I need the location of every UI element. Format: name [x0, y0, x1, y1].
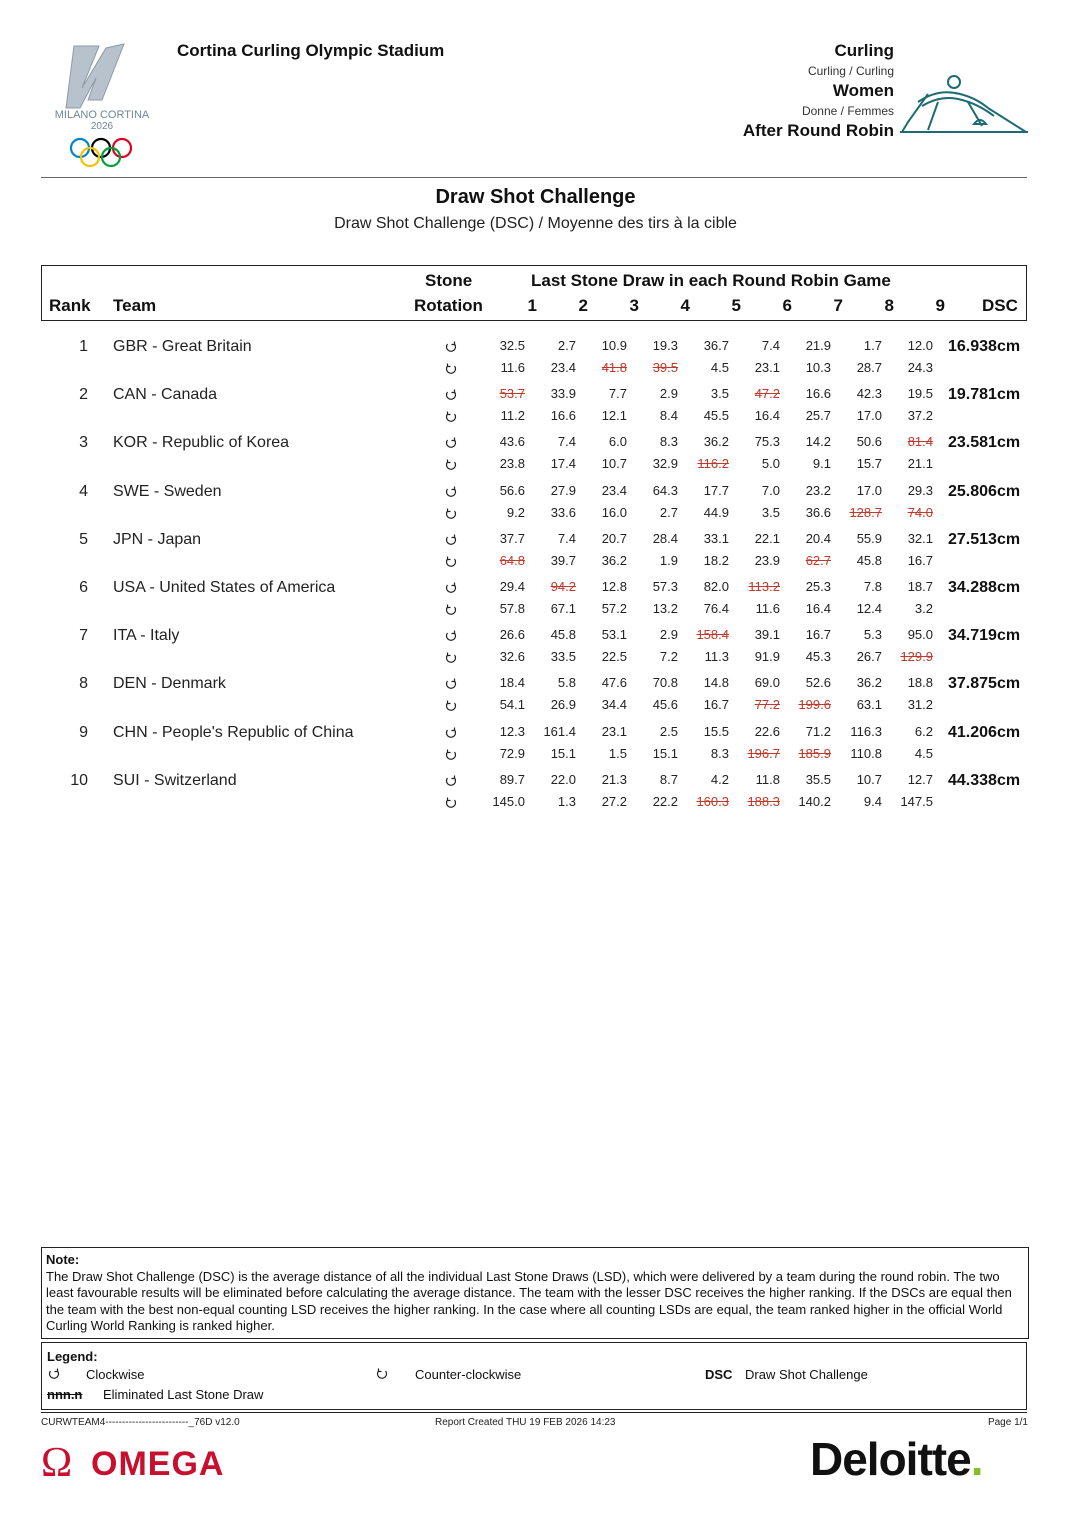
- lsd-cell-cw: 10.9: [601, 338, 627, 353]
- note-label: Note:: [46, 1252, 80, 1267]
- lsd-cell-ccw: 39.7: [550, 552, 576, 568]
- lsd-cell-cw: 2.5: [659, 723, 678, 739]
- lsd-cell-cw: 19.3: [652, 338, 678, 353]
- lsd-cell-ccw: 188.3: [747, 793, 780, 809]
- lsd-cell-cw: 35.5: [805, 771, 831, 787]
- lsd-cell-ccw: 9.2: [506, 504, 525, 520]
- dsc-cell: 25.806cm: [948, 482, 1021, 500]
- lsd-cell-ccw: 12.1: [601, 408, 627, 424]
- lsd-cell-cw: 7.4: [557, 434, 576, 450]
- legend-clockwise: Clockwise: [86, 1367, 145, 1382]
- lsd-cell-cw: 42.3: [856, 386, 882, 402]
- lsd-cell-cw: 95.0: [907, 627, 933, 643]
- lsd-cell-cw: 75.3: [754, 434, 780, 450]
- lsd-cell-cw: 2.7: [557, 338, 576, 353]
- lsd-cell-cw: 43.6: [499, 434, 525, 450]
- lsd-cell-cw: 12.7: [907, 771, 933, 787]
- lsd-cell-cw: 6.0: [608, 434, 627, 450]
- lsd-cell-ccw: 26.7: [856, 649, 882, 665]
- clockwise-icon: [444, 436, 458, 455]
- lsd-cell-ccw: 15.1: [550, 745, 576, 761]
- col-dsc: DSC: [982, 296, 1018, 315]
- team-cell: JPN - Japan: [113, 530, 202, 548]
- event-title: Women: [832, 81, 894, 100]
- lsd-cell-cw: 39.1: [754, 627, 780, 643]
- lsd-cell-ccw: 57.2: [601, 601, 627, 616]
- lsd-cell-cw: 29.4: [499, 579, 525, 594]
- lsd-cell-ccw: 76.4: [703, 601, 729, 616]
- lsd-cell-ccw: 23.8: [499, 456, 525, 472]
- team-cell: SWE - Sweden: [113, 482, 222, 500]
- lsd-cell-cw: 161.4: [543, 723, 576, 739]
- lsd-cell-cw: 158.4: [696, 627, 729, 643]
- lsd-cell-cw: 37.7: [499, 530, 525, 546]
- lsd-cell-ccw: 140.2: [798, 793, 831, 809]
- lsd-cell-ccw: 63.1: [856, 697, 882, 713]
- clockwise-icon: [444, 340, 458, 359]
- lsd-cell-cw: 69.0: [754, 675, 780, 691]
- col-rank: Rank: [49, 296, 91, 315]
- lsd-cell-ccw: 1.9: [659, 552, 678, 568]
- note-box: [41, 1247, 1029, 1339]
- clockwise-icon: [47, 1367, 61, 1384]
- dsc-cell: 37.875cm: [948, 675, 1021, 693]
- lsd-cell-ccw: 3.5: [761, 504, 780, 520]
- lsd-cell-ccw: 45.6: [652, 697, 678, 713]
- lsd-cell-ccw: 45.5: [703, 408, 729, 424]
- counter-clockwise-icon: [444, 748, 458, 767]
- lsd-cell-ccw: 23.1: [754, 360, 780, 375]
- lsd-cell-ccw: 4.5: [914, 745, 933, 761]
- omega-logo: [41, 1440, 273, 1487]
- dsc-cell: 16.938cm: [948, 338, 1021, 355]
- lsd-cell-ccw: 31.2: [907, 697, 933, 713]
- deloitte-dot: .: [970, 1433, 983, 1485]
- lsd-cell-cw: 32.5: [499, 338, 525, 353]
- lsd-cell-cw: 33.1: [703, 530, 729, 546]
- legend-elim-sample: nnn.n: [47, 1387, 83, 1402]
- lsd-cell-cw: 116.3: [850, 723, 882, 739]
- lsd-cell-ccw: 57.8: [499, 601, 525, 616]
- lsd-cell-cw: 20.7: [601, 530, 627, 546]
- lsd-cell-ccw: 9.1: [812, 456, 831, 472]
- rank-cell: 6: [79, 579, 88, 596]
- lsd-cell-ccw: 16.7: [907, 552, 933, 568]
- lsd-cell-ccw: 196.7: [747, 745, 780, 761]
- lsd-cell-ccw: 116.2: [697, 456, 729, 472]
- lsd-cell-cw: 47.6: [601, 675, 627, 691]
- clockwise-icon: [444, 533, 458, 552]
- legend-dsc-abbr: DSC: [705, 1367, 733, 1382]
- lsd-cell-ccw: 67.1: [550, 601, 576, 616]
- lsd-cell-cw: 5.3: [863, 627, 882, 643]
- lsd-cell-ccw: 45.8: [856, 552, 882, 568]
- lsd-cell-ccw: 16.0: [601, 504, 627, 520]
- lsd-cell-cw: 7.4: [761, 338, 780, 353]
- lsd-cell-ccw: 26.9: [550, 697, 576, 713]
- lsd-cell-ccw: 21.1: [907, 456, 933, 472]
- counter-clockwise-icon: [444, 555, 458, 574]
- dsc-cell: 41.206cm: [948, 723, 1021, 741]
- lsd-cell-cw: 22.6: [754, 723, 780, 739]
- lsd-cell-cw: 27.9: [550, 482, 576, 498]
- lsd-cell-cw: 18.4: [499, 675, 525, 691]
- lsd-cell-ccw: 3.2: [914, 601, 933, 616]
- counter-clockwise-icon: [444, 458, 458, 477]
- lsd-cell-cw: 8.3: [659, 434, 678, 450]
- counter-clockwise-icon: [444, 796, 458, 815]
- rank-cell: 1: [79, 338, 88, 355]
- lsd-cell-ccw: 110.8: [850, 745, 882, 761]
- lsd-cell-cw: 12.0: [907, 338, 933, 353]
- lsd-cell-cw: 57.3: [652, 579, 678, 594]
- lsd-cell-cw: 64.3: [652, 482, 678, 498]
- lsd-cell-cw: 16.7: [805, 627, 831, 643]
- lsd-cell-ccw: 25.7: [805, 408, 831, 424]
- clockwise-icon: [444, 726, 458, 745]
- lsd-cell-cw: 12.3: [499, 723, 525, 739]
- rank-cell: 2: [79, 386, 88, 404]
- lsd-cell-ccw: 22.5: [601, 649, 627, 665]
- lsd-cell-cw: 45.8: [550, 627, 576, 643]
- col-team: Team: [113, 296, 157, 315]
- lsd-cell-cw: 53.1: [601, 627, 627, 643]
- lsd-cell-ccw: 62.7: [805, 552, 831, 568]
- lsd-cell-cw: 2.9: [659, 627, 678, 643]
- lsd-cell-cw: 14.8: [703, 675, 729, 691]
- lsd-cell-ccw: 91.9: [754, 649, 780, 665]
- lsd-cell-cw: 11.8: [755, 771, 780, 787]
- lsd-cell-ccw: 39.5: [652, 360, 678, 375]
- rank-cell: 9: [79, 723, 88, 741]
- team-cell: DEN - Denmark: [113, 675, 226, 693]
- lsd-cell-cw: 113.2: [748, 579, 780, 594]
- dsc-cell: 27.513cm: [948, 530, 1021, 548]
- lsd-cell-ccw: 33.6: [550, 504, 576, 520]
- rank-cell: 8: [79, 675, 88, 693]
- counter-clockwise-icon: [444, 362, 458, 381]
- counter-clockwise-icon: [444, 699, 458, 718]
- lsd-cell-ccw: 13.2: [652, 601, 678, 616]
- deloitte-text: Deloitte: [810, 1433, 971, 1485]
- lsd-cell-ccw: 27.2: [601, 793, 627, 809]
- lsd-cell-ccw: 129.9: [900, 649, 933, 665]
- lsd-cell-ccw: 1.3: [557, 793, 576, 809]
- logo-text-2: 2026: [90, 121, 114, 132]
- lsd-cell-ccw: 15.7: [856, 456, 882, 472]
- lsd-cell-cw: 10.7: [856, 771, 882, 787]
- lsd-cell-ccw: 8.4: [659, 408, 678, 424]
- lsd-cell-ccw: 17.4: [550, 456, 576, 472]
- counter-clockwise-icon: [444, 651, 458, 670]
- note-text: The Draw Shot Challenge (DSC) is the average distance of all the individual Last Stone Draws (LSD), which were delivered by a team during the round robin. The two least favourable results will be eliminated before calculating the average distance. The team with the lesser DSC receives the higher ranking. If the DSCs are equal then the team with the best non-equal counting LSD receives the higher ranking. In the case where all counting LSDs are equal, the team ranked higher in the official World Curling World Ranking is ranked higher.: [46, 1268, 1012, 1333]
- lsd-cell-ccw: 145.0: [492, 793, 525, 809]
- lsd-cell-ccw: 15.1: [652, 745, 678, 761]
- lsd-cell-cw: 28.4: [652, 530, 678, 546]
- lsd-cell-cw: 23.1: [601, 723, 627, 739]
- event-subtitle: Donne / Femmes: [801, 104, 894, 118]
- lsd-cell-ccw: 54.1: [499, 697, 525, 713]
- lsd-cell-cw: 17.0: [856, 482, 882, 498]
- col-game-1: 1: [527, 296, 537, 315]
- lsd-cell-cw: 18.7: [907, 579, 933, 594]
- lsd-cell-ccw: 16.6: [550, 408, 576, 424]
- dsc-cell: 23.581cm: [948, 434, 1021, 452]
- report-subtitle: Draw Shot Challenge (DSC) / Moyenne des tirs à la cible: [334, 215, 737, 232]
- lsd-cell-cw: 20.4: [805, 530, 831, 546]
- lsd-cell-ccw: 11.6: [500, 360, 525, 375]
- lsd-cell-ccw: 2.7: [659, 504, 678, 520]
- lsd-cell-ccw: 8.3: [710, 745, 729, 761]
- clockwise-icon: [444, 774, 458, 793]
- lsd-cell-cw: 6.2: [914, 723, 933, 739]
- team-cell: GBR - Great Britain: [113, 338, 252, 355]
- lsd-cell-ccw: 147.5: [900, 793, 933, 809]
- lsd-cell-cw: 7.0: [761, 482, 780, 498]
- lsd-cell-cw: 15.5: [703, 723, 729, 739]
- dsc-cell: 44.338cm: [948, 771, 1021, 789]
- lsd-cell-ccw: 22.2: [652, 793, 678, 809]
- legend-label: Legend:: [47, 1349, 98, 1364]
- lsd-cell-ccw: 23.9: [754, 552, 780, 568]
- lsd-cell-cw: 55.9: [856, 530, 882, 546]
- lsd-cell-ccw: 77.2: [754, 697, 780, 713]
- counter-clockwise-icon: [444, 603, 458, 622]
- lsd-cell-ccw: 199.6: [798, 697, 831, 713]
- lsd-cell-ccw: 10.7: [601, 456, 627, 472]
- lsd-cell-cw: 22.1: [754, 530, 780, 546]
- lsd-cell-ccw: 5.0: [761, 456, 780, 472]
- lsd-cell-cw: 94.2: [550, 579, 576, 594]
- dsc-cell: 34.288cm: [948, 579, 1021, 596]
- team-cell: CHN - People's Republic of China: [113, 723, 354, 741]
- sport-title: Curling: [834, 41, 894, 60]
- lsd-cell-cw: 89.7: [499, 771, 525, 787]
- col-game-5: 5: [731, 296, 741, 315]
- col-game-3: 3: [629, 296, 639, 315]
- lsd-cell-ccw: 28.7: [856, 360, 882, 375]
- team-cell: ITA - Italy: [113, 627, 180, 645]
- lsd-cell-cw: 19.5: [907, 386, 933, 402]
- col-game-2: 2: [578, 296, 588, 315]
- lsd-cell-ccw: 37.2: [907, 408, 933, 424]
- clockwise-icon: [444, 581, 458, 600]
- col-game-8: 8: [884, 296, 894, 315]
- lsd-cell-cw: 21.3: [601, 771, 627, 787]
- counter-clockwise-icon: [444, 507, 458, 526]
- lsd-cell-ccw: 16.7: [703, 697, 729, 713]
- lsd-cell-cw: 23.2: [805, 482, 831, 498]
- report-title: Draw Shot Challenge: [435, 186, 636, 208]
- lsd-cell-cw: 4.2: [710, 771, 729, 787]
- lsd-cell-ccw: 36.6: [805, 504, 831, 520]
- lsd-cell-ccw: 32.6: [499, 649, 525, 665]
- team-cell: CAN - Canada: [113, 386, 218, 404]
- lsd-cell-cw: 47.2: [754, 386, 780, 402]
- lsd-cell-cw: 26.6: [499, 627, 525, 643]
- lsd-cell-cw: 1.7: [863, 338, 882, 353]
- dsc-cell: 34.719cm: [948, 627, 1021, 645]
- lsd-cell-cw: 8.7: [659, 771, 678, 787]
- lsd-cell-ccw: 16.4: [805, 601, 831, 616]
- report-created: Report Created THU 19 FEB 2026 14:23: [435, 1417, 616, 1428]
- lsd-cell-cw: 53.7: [499, 386, 525, 402]
- lsd-cell-cw: 7.4: [557, 530, 576, 546]
- logo-text-1: MILANO CORTINA: [54, 109, 150, 121]
- lsd-cell-cw: 56.6: [499, 482, 525, 498]
- sport-subtitle: Curling / Curling: [807, 64, 894, 78]
- lsd-cell-cw: 82.0: [703, 579, 729, 594]
- legend-elim-text: Eliminated Last Stone Draw: [103, 1387, 264, 1402]
- lsd-cell-cw: 32.1: [907, 530, 933, 546]
- lsd-cell-ccw: 23.4: [550, 360, 576, 375]
- team-cell: SUI - Switzerland: [113, 771, 237, 789]
- lsd-cell-cw: 14.2: [805, 434, 831, 450]
- phase-title: After Round Robin: [742, 121, 894, 140]
- clockwise-icon: [444, 485, 458, 504]
- lsd-cell-ccw: 41.8: [601, 360, 627, 375]
- lsd-cell-cw: 7.7: [608, 386, 627, 402]
- header-divider: [41, 177, 1027, 178]
- col-game-6: 6: [782, 296, 792, 315]
- lsd-cell-cw: 81.4: [907, 434, 933, 450]
- lsd-cell-cw: 29.3: [907, 482, 933, 498]
- svg-text:Ω: Ω: [41, 1440, 73, 1482]
- event-header: [594, 40, 894, 142]
- lsd-cell-cw: 25.3: [805, 579, 831, 594]
- lsd-cell-cw: 36.7: [703, 338, 729, 353]
- venue-name: Cortina Curling Olympic Stadium: [177, 41, 445, 60]
- milano-cortina-logo: [44, 38, 164, 173]
- lsd-cell-ccw: 74.0: [907, 504, 933, 520]
- footer-divider: [41, 1412, 1027, 1413]
- rank-cell: 5: [79, 530, 88, 548]
- omega-text: OMEGA: [91, 1445, 225, 1482]
- page-number: Page 1/1: [987, 1417, 1028, 1428]
- curling-pictogram-icon: [898, 72, 1030, 138]
- counter-clockwise-icon: [444, 410, 458, 429]
- lsd-cell-cw: 21.9: [805, 338, 831, 353]
- dsc-cell: 19.781cm: [948, 386, 1021, 404]
- team-cell: USA - United States of America: [113, 579, 336, 596]
- lsd-cell-cw: 17.7: [703, 482, 729, 498]
- col-stone: Stone: [425, 271, 473, 290]
- lsd-cell-ccw: 9.4: [863, 793, 882, 809]
- lsd-cell-ccw: 44.9: [703, 504, 729, 520]
- lsd-cell-ccw: 11.6: [755, 601, 780, 616]
- lsd-cell-ccw: 33.5: [550, 649, 576, 665]
- counter-clockwise-icon: [375, 1367, 389, 1384]
- lsd-cell-ccw: 12.4: [856, 601, 882, 616]
- rank-cell: 3: [79, 434, 88, 452]
- rank-cell: 10: [70, 771, 88, 789]
- col-game-4: 4: [680, 296, 690, 315]
- lsd-cell-ccw: 64.8: [499, 552, 525, 568]
- lsd-cell-ccw: 24.3: [907, 360, 933, 375]
- report-code: CURWTEAM4-------------------------_76D v12.0: [41, 1417, 240, 1428]
- lsd-cell-cw: 18.8: [907, 675, 933, 691]
- rank-cell: 7: [79, 627, 88, 645]
- lsd-cell-ccw: 185.9: [798, 745, 831, 761]
- lsd-cell-cw: 36.2: [856, 675, 882, 691]
- lsd-cell-cw: 36.2: [703, 434, 729, 450]
- lsd-cell-cw: 2.9: [659, 386, 678, 402]
- lsd-cell-cw: 33.9: [550, 386, 576, 402]
- lsd-cell-cw: 3.5: [710, 386, 729, 402]
- lsd-cell-ccw: 11.2: [500, 408, 525, 424]
- lsd-cell-ccw: 36.2: [601, 552, 627, 568]
- lsd-cell-ccw: 128.7: [849, 504, 882, 520]
- lsd-cell-ccw: 160.3: [696, 793, 729, 809]
- lsd-cell-cw: 23.4: [601, 482, 627, 498]
- lsd-cell-cw: 16.6: [805, 386, 831, 402]
- legend-counter-clockwise: Counter-clockwise: [415, 1367, 522, 1382]
- lsd-cell-ccw: 17.0: [856, 408, 882, 424]
- lsd-cell-ccw: 72.9: [499, 745, 525, 761]
- col-game-9: 9: [935, 296, 945, 315]
- lsd-cell-ccw: 45.3: [805, 649, 831, 665]
- lsd-cell-cw: 22.0: [550, 771, 576, 787]
- lsd-cell-cw: 50.6: [856, 434, 882, 450]
- col-group-lsd: Last Stone Draw in each Round Robin Game: [531, 271, 891, 290]
- legend-box: [41, 1342, 1027, 1410]
- lsd-cell-ccw: 32.9: [652, 456, 678, 472]
- deloitte-logo: [810, 1432, 982, 1486]
- lsd-cell-ccw: 7.2: [659, 649, 678, 665]
- lsd-cell-ccw: 18.2: [703, 552, 729, 568]
- col-game-7: 7: [833, 296, 843, 315]
- lsd-cell-ccw: 4.5: [710, 360, 729, 375]
- team-cell: KOR - Republic of Korea: [113, 434, 290, 452]
- lsd-cell-ccw: 10.3: [805, 360, 831, 375]
- lsd-cell-cw: 12.8: [601, 579, 627, 594]
- lsd-cell-cw: 5.8: [557, 675, 576, 691]
- lsd-cell-cw: 71.2: [805, 723, 831, 739]
- clockwise-icon: [444, 677, 458, 696]
- lsd-cell-cw: 70.8: [652, 675, 678, 691]
- clockwise-icon: [444, 388, 458, 407]
- lsd-cell-ccw: 34.4: [601, 697, 627, 713]
- lsd-cell-cw: 52.6: [805, 675, 831, 691]
- legend-dsc-text: Draw Shot Challenge: [745, 1367, 868, 1382]
- rank-cell: 4: [79, 482, 88, 500]
- clockwise-icon: [444, 629, 458, 648]
- lsd-cell-ccw: 16.4: [754, 408, 780, 424]
- lsd-cell-cw: 7.8: [863, 579, 882, 594]
- col-rotation: Rotation: [414, 296, 483, 315]
- lsd-cell-ccw: 11.3: [704, 649, 729, 665]
- lsd-cell-ccw: 1.5: [608, 745, 627, 761]
